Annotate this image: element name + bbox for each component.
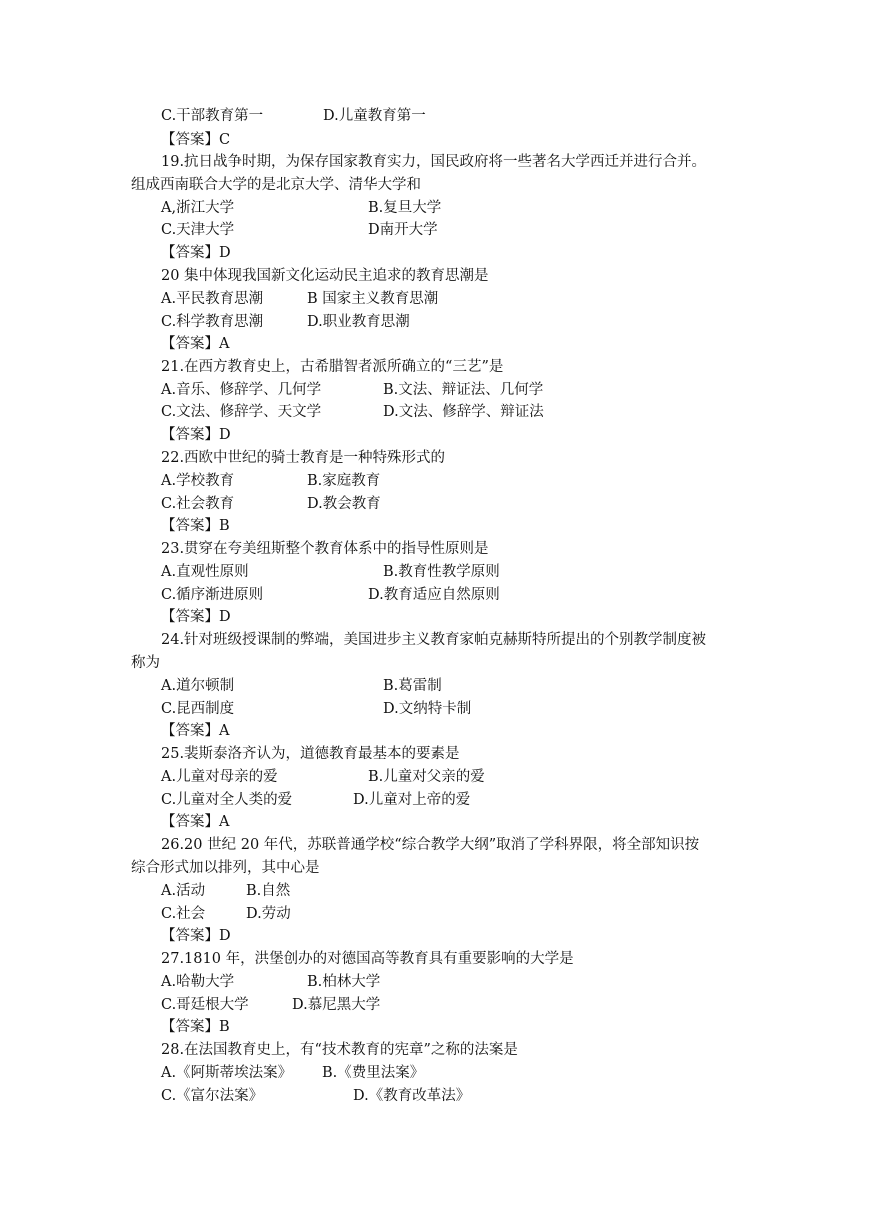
q24-answer: 【答案】A (161, 723, 230, 739)
q21-option-a: A.音乐、修辞学、几何学 (161, 382, 322, 398)
q26-option-d: D.劳动 (246, 906, 291, 922)
q23-option-c: C.循序渐进原则 (161, 587, 264, 603)
q28-option-a: A.《阿斯蒂埃法案》 (161, 1065, 293, 1081)
q25-answer: 【答案】A (161, 814, 230, 830)
q20-option-a: A.平民教育思潮 (161, 291, 264, 307)
q26-option-b: B.自然 (246, 883, 291, 899)
q19-stem-cont: 组成西南联合大学的是北京大学、清华大学和 (131, 177, 421, 193)
q24-stem: 24.针对班级授课制的弊端，美国进步主义教育家帕克赫斯特所提出的个别教学制度被 (161, 632, 707, 648)
q21-option-c: C.文法、修辞学、天文学 (161, 404, 322, 420)
q24-option-d: D.文纳特卡制 (383, 701, 472, 717)
q19-option-b: B.复旦大学 (368, 200, 442, 216)
q27-option-b: B.柏林大学 (307, 974, 381, 990)
q20-option-c: C.科学教育思潮 (161, 314, 264, 330)
q24-option-b: B.葛雷制 (383, 678, 442, 694)
q24-option-c: C.昆西制度 (161, 701, 235, 717)
q22-option-b: B.家庭教育 (307, 473, 381, 489)
q25-option-a: A.儿童对母亲的爱 (161, 769, 278, 785)
q22-option-d: D.教会教育 (307, 496, 381, 512)
q19-answer: 【答案】D (161, 245, 231, 261)
q21-option-d: D.文法、修辞学、辩证法 (383, 404, 544, 420)
q18-answer: 【答案】C (161, 132, 231, 148)
q26-answer: 【答案】D (161, 928, 231, 944)
q19-option-a: A,浙江大学 (161, 200, 235, 216)
q26-option-c: C.社会 (161, 906, 206, 922)
q18-option-c: C.干部教育第一 (161, 108, 264, 124)
q25-option-c: C.儿童对全人类的爱 (161, 792, 293, 808)
q21-stem: 21.在西方教育史上，古希腊智者派所确立的“三艺”是 (161, 359, 504, 375)
q20-option-d: D.职业教育思潮 (307, 314, 410, 330)
q27-answer: 【答案】B (161, 1019, 230, 1035)
q20-stem: 20 集中体现我国新文化运动民主追求的教育思潮是 (161, 268, 489, 284)
q27-option-a: A.哈勒大学 (161, 974, 235, 990)
q26-option-a: A.活动 (161, 883, 206, 899)
q26-stem-cont: 综合形式加以排列，其中心是 (131, 860, 320, 876)
q18-option-d: D.儿童教育第一 (323, 108, 426, 124)
q23-option-b: B.教育性教学原则 (383, 564, 500, 580)
q22-stem: 22.西欧中世纪的骑士教育是一种特殊形式的 (161, 450, 446, 466)
q20-option-b: B 国家主义教育思潮 (307, 291, 439, 307)
q22-option-c: C.社会教育 (161, 496, 235, 512)
q19-option-d: D南开大学 (368, 222, 438, 238)
q19-option-c: C.天津大学 (161, 222, 235, 238)
q25-option-b: B.儿童对父亲的爱 (368, 769, 485, 785)
q23-option-d: D.教育适应自然原则 (368, 587, 500, 603)
q28-option-c: C.《富尔法案》 (161, 1088, 264, 1104)
q21-option-b: B.文法、辩证法、几何学 (383, 382, 544, 398)
q19-stem: 19.抗日战争时期，为保存国家教育实力，国民政府将一些著名大学西迁并进行合并。 (161, 154, 707, 170)
q27-stem: 27.1810 年，洪堡创办的对德国高等教育具有重要影响的大学是 (161, 951, 574, 967)
q23-stem: 23.贯穿在夸美纽斯整个教育体系中的指导性原则是 (161, 541, 489, 557)
q24-stem-cont: 称为 (131, 655, 160, 671)
q27-option-c: C.哥廷根大学 (161, 997, 249, 1013)
q27-option-d: D.慕尼黑大学 (292, 997, 381, 1013)
q23-option-a: A.直观性原则 (161, 564, 249, 580)
q20-answer: 【答案】A (161, 336, 230, 352)
q24-option-a: A.道尔顿制 (161, 678, 235, 694)
q25-option-d: D.儿童对上帝的爱 (353, 792, 471, 808)
q21-answer: 【答案】D (161, 427, 231, 443)
q23-answer: 【答案】D (161, 609, 231, 625)
q25-stem: 25.裴斯泰洛齐认为，道德教育最基本的要素是 (161, 746, 460, 762)
q28-option-b: B.《费里法案》 (322, 1065, 425, 1081)
q26-stem: 26.20 世纪 20 年代，苏联普通学校“综合教学大纲”取消了学科界限，将全部知识按 (161, 837, 700, 853)
q28-option-d: D.《教育改革法》 (353, 1088, 471, 1104)
q28-stem: 28.在法国教育史上，有“技术教育的宪章”之称的法案是 (161, 1042, 518, 1058)
q22-answer: 【答案】B (161, 518, 230, 534)
q22-option-a: A.学校教育 (161, 473, 235, 489)
